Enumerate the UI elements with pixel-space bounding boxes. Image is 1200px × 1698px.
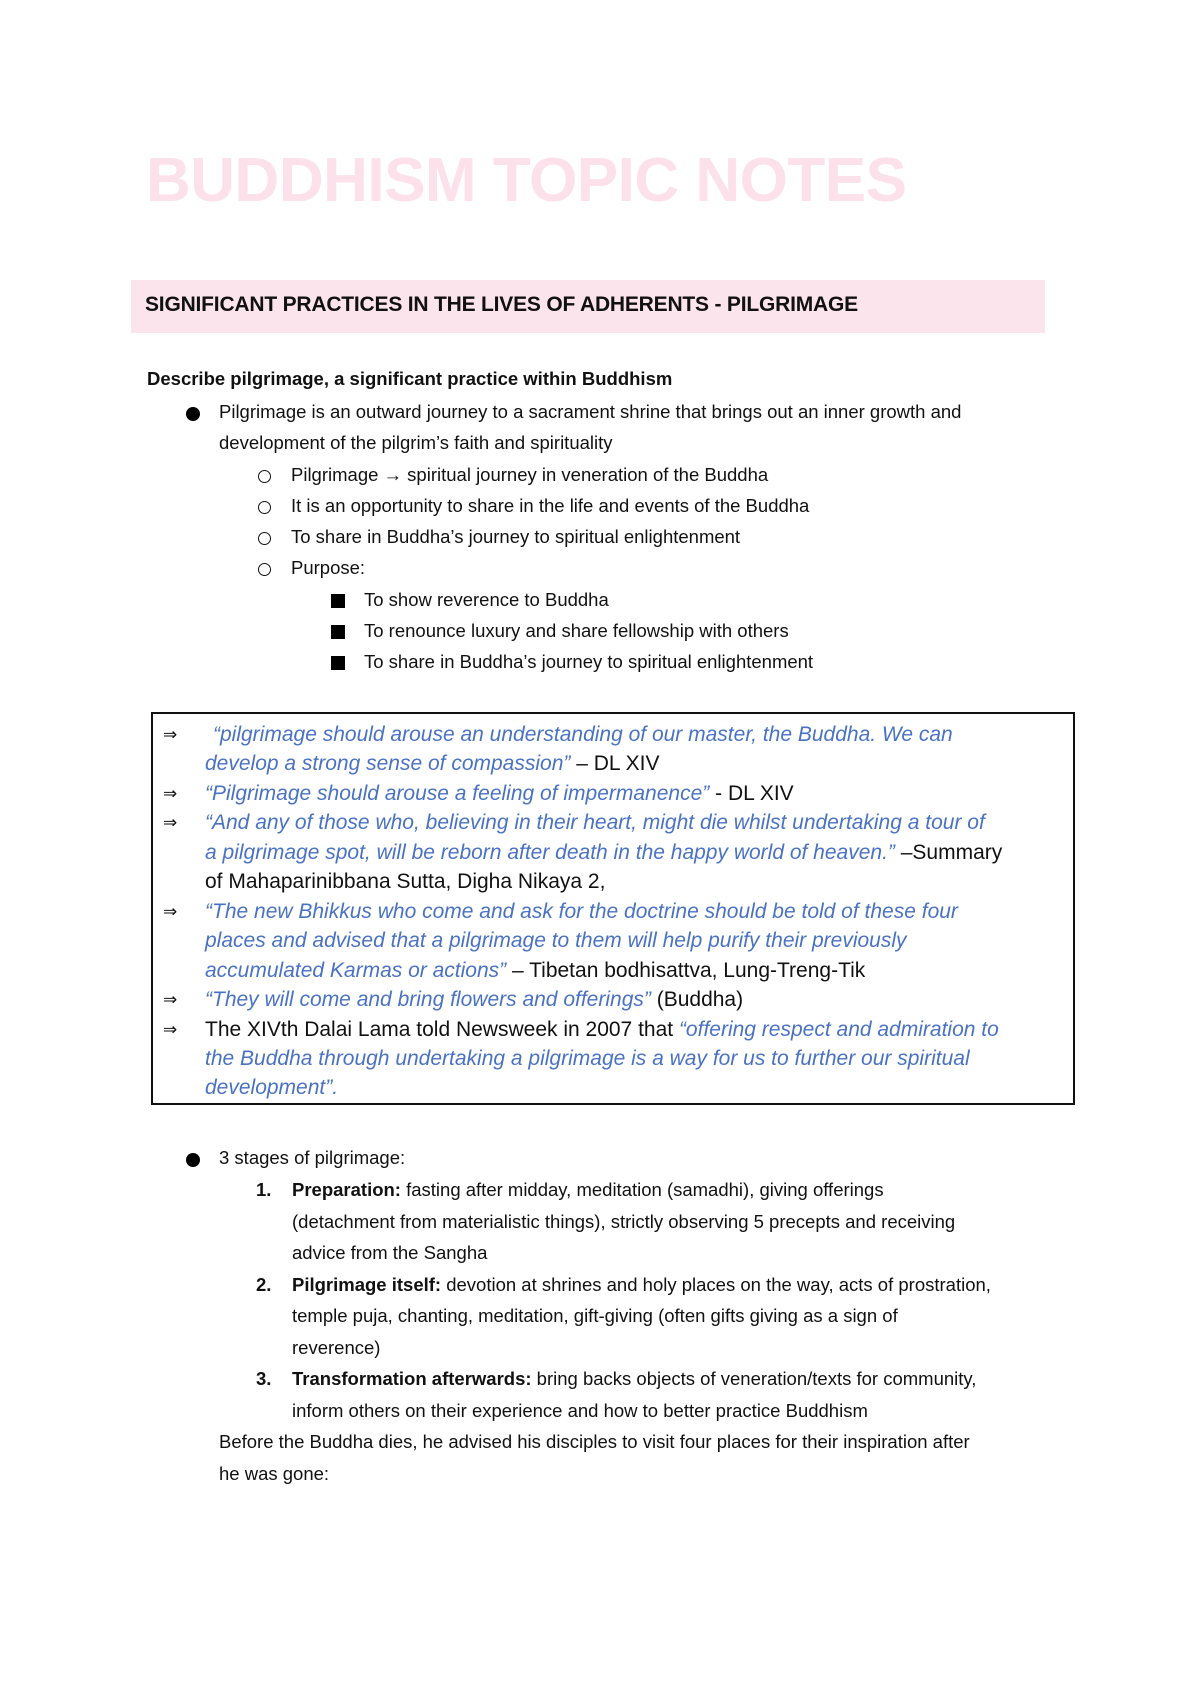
quote-line: “pilgrimage should arouse an understanding of our master, the Buddha. We can	[213, 723, 953, 746]
stages-heading: 3 stages of pilgrimage:	[219, 1147, 406, 1168]
bullet-dot-icon	[186, 1153, 200, 1167]
stage-line: Pilgrimage itself: devotion at shrines and holy places on the way, acts of prostration,	[292, 1274, 991, 1295]
closing-text-line: he was gone:	[219, 1463, 330, 1484]
stage-line: reverence)	[292, 1337, 381, 1358]
circle-bullet-icon	[258, 532, 271, 545]
stage-line: advice from the Sangha	[292, 1242, 488, 1263]
list-item: To show reverence to Buddha	[364, 589, 609, 610]
quote-line: accumulated Karmas or actions” – Tibetan bodhisattva, Lung-Treng-Tik	[205, 959, 866, 982]
list-item: To renounce luxury and share fellowship with others	[364, 620, 789, 641]
bullet-dot-icon	[186, 407, 200, 421]
bullet-text-line: Pilgrimage is an outward journey to a sacrament shrine that brings out an inner growth and	[219, 401, 962, 422]
quote-line: The XIVth Dalai Lama told Newsweek in 2007 that “offering respect and admiration to	[205, 1018, 999, 1041]
stage-line: Transformation afterwards: bring backs objects of veneration/texts for community,	[292, 1368, 977, 1389]
circle-bullet-icon	[258, 501, 271, 514]
stage-number: 2.	[256, 1274, 272, 1295]
stage-line: (detachment from materialistic things), strictly observing 5 precepts and receiving	[292, 1211, 956, 1232]
circle-bullet-icon	[258, 563, 271, 576]
circle-bullet-icon	[258, 470, 271, 483]
arrow-icon: ⇒	[163, 813, 178, 832]
quote-line: develop a strong sense of compassion” – DL XIV	[205, 752, 660, 775]
quote-line: “The new Bhikkus who come and ask for the doctrine should be told of these four	[205, 900, 958, 923]
quote-line: places and advised that a pilgrimage to them will help purify their previously	[205, 929, 907, 952]
list-item: Purpose:	[291, 557, 366, 578]
square-bullet-icon	[331, 656, 345, 670]
quote-line: “They will come and bring flowers and offerings” (Buddha)	[205, 988, 744, 1011]
section-heading: SIGNIFICANT PRACTICES IN THE LIVES OF ADHERENTS - PILGRIMAGE	[145, 293, 858, 316]
closing-text-line: Before the Buddha dies, he advised his disciples to visit four places for their inspiration after	[219, 1431, 970, 1452]
stage-number: 3.	[256, 1368, 272, 1389]
prompt-heading: Describe pilgrimage, a significant practice within Buddhism	[147, 368, 673, 389]
stage-number: 1.	[256, 1179, 272, 1200]
list-item: To share in Buddha’s journey to spiritual enlightenment	[364, 651, 814, 672]
stage-line: temple puja, chanting, meditation, gift-giving (often gifts giving as a sign of	[292, 1305, 898, 1326]
quote-line: “And any of those who, believing in their heart, might die whilst undertaking a tour of	[205, 811, 985, 834]
list-item: To share in Buddha’s journey to spiritual enlightenment	[291, 526, 741, 547]
square-bullet-icon	[331, 625, 345, 639]
square-bullet-icon	[331, 594, 345, 608]
list-item: Pilgrimage → spiritual journey in veneration of the Buddha	[291, 464, 769, 485]
list-item: It is an opportunity to share in the life and events of the Buddha	[291, 495, 810, 516]
arrow-icon: ⇒	[163, 784, 178, 803]
arrow-icon: ⇒	[163, 902, 178, 921]
quote-line: development”.	[205, 1076, 339, 1099]
quote-line: the Buddha through undertaking a pilgrimage is a way for us to further our spiritual	[205, 1047, 970, 1070]
section-heading-band	[131, 280, 1045, 333]
stage-line: inform others on their experience and how to better practice Buddhism	[292, 1400, 868, 1421]
document-title: BUDDHISM TOPIC NOTES	[146, 146, 907, 215]
quotes-box	[151, 712, 1075, 1105]
quote-line: “Pilgrimage should arouse a feeling of impermanence” - DL XIV	[205, 782, 794, 805]
arrow-icon: ⇒	[163, 1020, 178, 1039]
bullet-text-line: development of the pilgrim’s faith and spirituality	[219, 432, 613, 453]
quote-line: of Mahaparinibbana Sutta, Digha Nikaya 2,	[205, 870, 606, 893]
quote-line: a pilgrimage spot, will be reborn after death in the happy world of heaven.” –Summary	[205, 841, 1003, 864]
stage-line: Preparation: fasting after midday, meditation (samadhi), giving offerings	[292, 1179, 884, 1200]
arrow-icon: ⇒	[163, 990, 178, 1009]
arrow-icon: ⇒	[163, 725, 178, 744]
